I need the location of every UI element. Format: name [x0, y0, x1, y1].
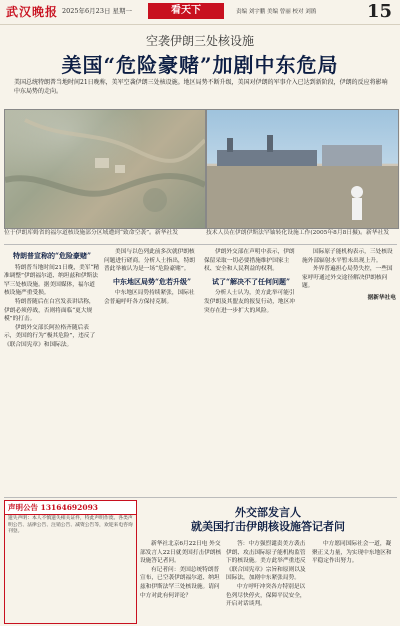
column-4-byline: 据新华社电: [367, 294, 396, 301]
box-paragraph: 中方愿同国际社会一道，凝聚正义力量，为实现中东地区和平稳定作出努力。: [312, 541, 392, 565]
column-3-subhead: 试了“解决不了任何问题”: [211, 276, 291, 286]
photo-caption-2: 技术人员在伊朗伊斯法罕铀转化设施工作(2005年8月8日摄)。新华社发: [206, 230, 390, 236]
divider: [4, 497, 397, 498]
box-paragraph: 有记者问：美国总统特朗普宣布，已空袭伊朗福尔道、纳坦兹和伊斯法罕三处核设施。请问中方对此有何评论？: [140, 566, 220, 599]
headline: 美国“危险豪赌”加剧中东危局: [61, 53, 339, 77]
column-2-paragraph: 中东地区局势持续紧张，国际社会普遍呼吁各方保持克制。: [104, 290, 195, 305]
satellite-image: [5, 110, 205, 228]
column-4-paragraph: 国际原子能机构表示，三处核设施外部辐射水平暂未出现上升。: [302, 249, 393, 264]
masthead: 武汉晚报: [6, 5, 59, 19]
photo-fordow-satellite: [4, 109, 206, 229]
dek: 美国总统特朗普当地时间21日晚称，美军空袭伊朗三处核设施。地区局势不断升级，美国对伊朗的军事介入已达到新阶段，伊朗的反应将影响中东局势的走向。: [14, 79, 388, 95]
column-2: [104, 248, 200, 307]
classified-ad: [4, 500, 137, 624]
column-2-paragraph: 美国与以色列此前多次就伊朗核问题进行磋商。分析人士指出，特朗普此举被认为是一场“危险豪赌”。: [104, 249, 195, 273]
column-4: [302, 248, 396, 303]
photo-isfahan-facility: [206, 109, 399, 229]
column-2-subhead: 中东地区局势“危若升级”: [112, 276, 192, 286]
column-3: [204, 248, 298, 315]
page-number: 15: [366, 1, 392, 22]
kicker: 空袭伊朗三处核设施: [145, 34, 254, 48]
page-header: [0, 0, 400, 25]
column-3-paragraph: 伊朗外交部在声明中表示，伊朗保留采取一切必要措施维护国家主权、安全和人民利益的权利。: [204, 249, 295, 273]
column-4-paragraph: 外界普遍担心局势失控，一些国家呼吁通过外交途径解决伊朗核问题。: [302, 266, 393, 290]
column-3-paragraph: 分析人士认为，美方此举可能引发伊朗及其盟友的报复行动，地区冲突存在进一步扩大的风险。: [204, 290, 295, 314]
box-column-3: [312, 540, 396, 566]
column-1-paragraph: 特朗普当地时间21日晚，美军“精准调整”伊朗福尔道、纳坦兹和伊斯法罕三处核设施。据美国媒体，福尔道核设施严重受损。: [4, 264, 100, 297]
box-paragraph: 中方呼吁冲突各方特别是以色列尽快停火，保障平民安全，开启对话谈判。: [226, 583, 306, 608]
box-paragraph: 新华社北京6月22日电 外交部发言人22日就美国打击伊朗核设施答记者问。: [140, 541, 222, 565]
box-article-title: 外交部发言人 就美国打击伊朗核设施答记者问: [191, 506, 345, 533]
date-line: 2025年6月23日 星期一: [62, 7, 133, 15]
photo-caption-1: 位于伊朗库姆省的福尔道核设施部分区域遭到“致命空袭”。新华社发: [4, 230, 179, 236]
box-column-2: [226, 540, 308, 609]
ad-title: 声明公告 13164692093: [5, 501, 136, 515]
box-column-1: [140, 540, 222, 600]
ad-body: 遗失声明：本人不慎遗失相关证件，特此声明作废。各类声明公告、法律公告、注销公告、减资公告等，欢迎来电咨询刊登。: [8, 516, 133, 535]
column-1-paragraph: 伊朗外交部长阿拉格齐随后表示，美国的行为“极其危险”，违反了《联合国宪章》和国际法。: [4, 324, 96, 348]
divider: [4, 244, 397, 245]
section-badge: 看天下: [148, 3, 224, 19]
editors-line: 责编 刘宇鹏 美编 曾丽 校对 刘鹃: [236, 9, 317, 15]
box-paragraph: 答：中方强烈谴责美方袭击伊朗、攻击国际原子能机构监管下的核设施。美方此举严重违反《联合国宪章》宗旨和原则以及国际法，加剧中东紧张局势。: [226, 541, 306, 582]
column-1-subhead: 特朗普宣称的“危险豪赌”: [12, 251, 92, 260]
column-1: [4, 248, 100, 350]
facility-image: [207, 110, 398, 228]
column-1-paragraph: 特朗普随后在白宫发表讲话称，伊朗必须停战，否则将面临“更大规模”的打击。: [4, 298, 95, 323]
